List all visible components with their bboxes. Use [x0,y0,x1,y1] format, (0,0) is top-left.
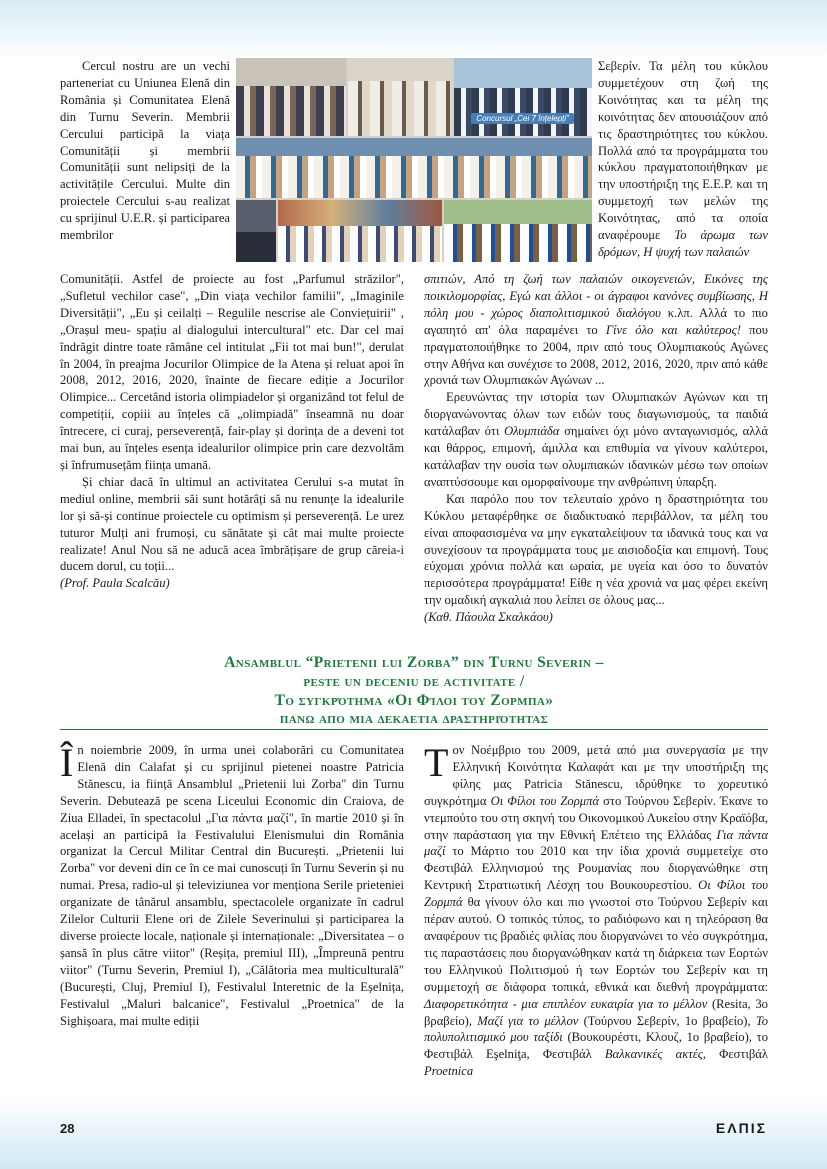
bottom-left-text-a: n noiembrie 2009, în urma unei colaborări cu Comunitatea Elenă din Calafat și cu sprijinul pietenei noastre Patricia Stănescu, ia ființă Ansamblul „Prietenii lui Zorba" din Turnu Severin. Debutează pe scena Liceului Economic din Craiova, de Ziua Elladei, în spectacolul [60,743,404,825]
headline-line-1: Ansamblul “Prietenii lui Zorba” din Turnu Severin – [224,654,604,671]
top-right-paragraph-cont [424,271,768,389]
top-right-paragraph-closing: Και παρόλο που τον τελευταίο χρόνο η δραστηριότητα του Κύκλου μεταφέρθηκε σε διαδικτυακό περιβάλλον, τα μέλη του είναι αποφασισμένα να μην εγκαταλείψουν τα ιδανικά τους και να συνεχίσουν τα προγράμματα τους με αισιοδοξία και επιμονή. Τους εύχομαι χρόνια πολλά και ωραία, με υγεία και όσο το δυνατόν περισσότερα προγράμματα! Είθε η νέα χρονιά να μας φέρει εκείνη την ομαδική αγκαλιά που λείπει σε όλους μας... [424,491,768,608]
top-right-paragraph-start [598,58,768,261]
headline-divider [60,729,768,730]
photo-girls-classroom [348,58,452,136]
bottom-left-column [60,742,404,1029]
top-left-signature: (Prof. Paula Scalcău) [60,576,170,591]
top-right-text-a: κ.λπ. Αλλά το πιο αγαπητό απ' όλα παραμένει το [424,305,768,337]
top-left-wide-column [60,271,404,592]
bottom-right-project-2: Μαζί για το μέλλον [477,1013,579,1028]
top-right-narrow-column [598,58,768,261]
top-right-text: Σεβερίν. Τα μέλη του κύκλου συμμετέχουν στη ζωή της Κοινότητας και τα μέλη της κοινότητας δεν απουσιάζουν από τις δραστηριότητες του κύκλου. Πολλά από τα προγράμματα του κύκλου πραγματοποιήθηκαν με την υποστήριξη της Ε.Ε.Ρ. και τη συμμετοχή των μελών της Κοινότητας, από τα οποία αναφέρουμε [598,59,768,243]
photo-collage [236,58,592,262]
bottom-right-text-a: ον Νοέμβριο του 2009, μετά από μια συνεργασία με την Ελληνική Κοινότητα Καλαφάτ και με την υποστήριξη της φίλης μας Patricia Stănescu, ιδρύθηκε το χορευτικό συγκρότημα [424,743,768,808]
top-right-text-b: που πραγματοποιήθηκε το 2004, πριν από τους Ολυμπιακούς Αγώνες στην Αθήνα και συνέχισε το 2008, 2012, 2016, 2020, πριν από κάθε χρονιά των Ολυμπιακών Αγώνων ... [424,322,768,388]
top-left-paragraph-cont: Comunității. Astfel de proiecte au fost „Parfumul străzilor", „Sufletul vechilor case", „Din viața vechilor familii", „Imaginile Diversității", „Eu și ceilalți – Regulile nescrise ale Conviețuirii" , „Orașul meu- spațiu al dialogului intercultural" etc. Dar cel mai îndrăgit dintre toate rămâne cel intitulat „Fii tot mai bun!", derulat în 2004, în preajma Jocurilor Olimpice de la Atena și reluat apoi în 2008, 2012, 2016, 2020, înainte de fiecare ediție a Jocurilor Olimpice... Cercetând istoria olimpiadelor și organizând tot felul de competiții, copiii au înțeles că „olimpiadă" înseamnă nu doar întrecere, ci curaj, perseverență, fair-play și dorința de a deveni tot mai bun, au înțeles esența idealurilor olimpice prin care dezvoltăm și înfrumusețăm ființa umană. [60,272,404,472]
headline-line-3: Το συγκρότημα «Οι Φίλοι του Ζορμπα» [274,691,554,709]
bottom-right-text-e: (Resita, 3o βραβείο), [424,996,768,1028]
bottom-right-show-title: Για πάντα μαζί [424,827,768,859]
top-right-olympics-a: Ερευνώντας την ιστορία των Ολυμπιακών Αγώνων και τη διοργανώνοντας όλων των ειδών τους διαγωνισμούς, τα παιδιά κατάλαβαν ότι [424,390,768,439]
top-right-olympiad-word: Ολυμπιάδα [504,424,560,439]
top-right-wide-column [424,271,768,626]
bottom-right-ensemble-name: Οι Φίλοι του Ζορμπά [490,793,599,808]
bottom-right-text-c: το Μάρτιο του 2010 και την ίδια χρονιά συμμετείχε στο Φεστιβάλ Ελληνισμού της Ρουμανίας που διοργανώθηκε στη Κεντρική Στρατιωτική Λέσχη του Βουκουρεστίου. [424,844,768,893]
photo-mural-group [278,200,442,262]
bottom-right-text-f: (Τούρνου Σεβερίν, 1o βραβείο), [583,1013,751,1028]
drop-cap-greek: Τ [424,740,449,785]
page-number: 28 [60,1121,75,1136]
top-left-narrow-column [60,58,230,244]
top-right-favorite-project: Γίνε όλο και καλύτερος! [605,322,741,337]
photo-students-award [236,58,346,136]
top-right-paragraph-olympics [424,389,768,490]
magazine-title: ΕΛΠΙΣ [715,1120,767,1136]
bottom-left-show-title: „Για πάντα μαζί" [205,810,294,825]
top-right-signature: (Καθ. Πάουλα Σκαλκάου) [424,610,553,625]
page-top-gradient [0,0,827,60]
bottom-right-text-b: στο Τούρνου Σεβερίν. Έκανε το ντεμπούτο του στη σκηνή του Οικονομικού Λυκείου στην Κραϊόβα, στην παράσταση για την Εθνική Επέτειο της Ελλάδας [424,793,768,842]
drop-cap-romanian: Î [60,740,74,785]
bottom-right-project-1: Διαφορετικότητα - μια επιπλέον ευκαιρία για το μέλλον [424,996,708,1011]
collage-caption: Concursul „Cei 7 înțelepți" [471,113,574,124]
bottom-right-text-d: θα γίνουν όλο και πιο γνωστοί στο Τούρνου Σεβερίν και πέραν αυτού. Ο τοπικός τύπος, το ραδιόφωνο και η τηλεόραση θα αναφέρουν τις βραδιές φιλίας που διοργανώνει το νέο συγκρότημα, τις παραστάσεις που διοργανώθηκαν κατά τη διάρκεια των Εορτών του Ελληνικού Πολιτισμού ή των Εορτών του Σεβερίν και τη συμμετοχή σε διάφορα τοπικά, εθνικά και διεθνή προγράμματα: [424,895,768,994]
headline-line-4: πανω απο μια δεκαετια δραστηριότητας [279,710,549,728]
headline-line-2: peste un deceniu de activitate / [303,672,525,690]
top-right-project-list: σπιτιών, Από τη ζωή των παλαιών οικογενειών, Εικόνες της ποικιλομορφίας, Εγώ και άλλοι - οι άγραφοι κανόνες συμβίωσης, Η πόλη μου - χώρος διαπολιτισμικού διαλόγου [424,272,768,320]
bottom-right-festival-1: Βαλκανικές ακτές [604,1047,703,1062]
bottom-right-column [424,742,768,1080]
bottom-right-text-g: (Βουκουρέστι, Κλουζ, 1o βραβείο), το Φεστιβάλ Eşelniţa, Φεστιβάλ [424,1030,768,1062]
photo-wise-contest [454,58,592,136]
bottom-right-text-h: , Φεστιβάλ [702,1047,768,1062]
photo-outdoor-flags [444,200,592,262]
bottom-left-text-b: , în martie 2010 și în același an participă la Festivalului Elenismului din România organizat la Cercul Militar Central din București. „Prietenii lui Zorba" vor deveni din ce în ce mai cunoscuți în Turnu Severin și nu numai. Presa, radio-ul și televiziunea vor menționa Serile prieteniei organizate de tânărul ansamblu, spectacolele organizate în cadrul Zilelor Culturii Elene ori de Zilele Severinului și participarea la diverse proiecte locale, naționale și internaționale: „Diversitatea – o șansă în plus către viitor" (Reșița, premiul III), „Împreună pentru viitor" (Turnu Severin, Premiul I), „Călătoria mea multiculturală" (București, Cluj, Premiul I), Festivalul Interetnic de la Eșelnița, Festivalul „Maluri balcanice", Festivalul „Proetnica" de la Sighișoara, mai multe ediții [60,810,404,1028]
article-headline [60,654,768,729]
top-right-olympics-b: σημαίνει όχι μόνο ανταγωνισμός, αλλά και θάρρος, επιμονή, άμιλλα και επιθυμία να γίνουν καλύτεροι, κατάλαβαν την ουσία των ολυμπιακών ιδανικών μέσω των οποίων αναπτύσσουμε και ομορφαίνουμε την ανθρώπινη ύπαρξη. [424,424,769,489]
photo-group-stage [236,138,592,198]
bottom-right-festival-2: Proetnica [424,1064,474,1079]
page-bottom-gradient [0,1099,827,1169]
top-right-project-titles: Το άρωμα των δρόμων, Η ψυχή των παλαιών [598,228,769,259]
bottom-right-project-3: Το πολυπολιτισμικό μου ταξίδι [424,1013,768,1045]
top-left-paragraph-closing: Și chiar dacă în ultimul an activitatea Cerului s-a mutat în mediul online, membrii săi sunt hotărâți să nu renunțe la idealurile lor și să-și continue proiectele cu optimism și perseverență. Le urez tuturor Mulți ani frumoși, cu sănătate și cât mai multe proiecte realizate! Anul Nou să ne aducă acea îmbrățișare de grup căreia-i ducem dorul, cu toții... [60,474,404,574]
top-left-paragraph-start: Cercul nostru are un vechi parteneriat cu Uniunea Elenă din România și Comunitatea Elenă din Turnu Severin. Membrii Cercului participă la viața Comunității și membrii Comunității sunt nelipsiți de la activitățile Cercului. Multe din proiectele Cercului s-au realizat cu sprijinul U.E.R. și participarea membrilor [60,59,230,243]
photo-speaker [236,200,276,262]
bottom-right-ensemble-name-2: Οι Φίλοι του Ζορμπά [424,878,768,910]
